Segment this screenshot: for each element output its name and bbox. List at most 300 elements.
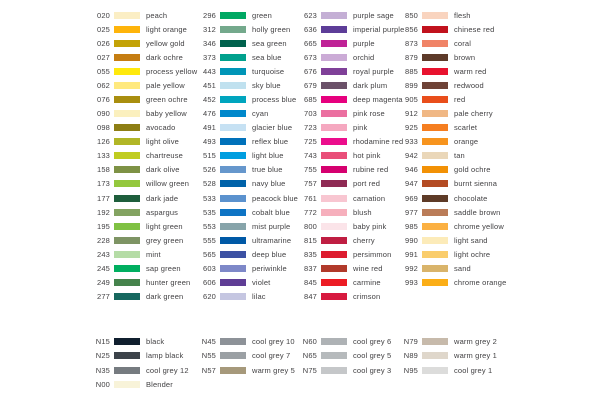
color-code: 942: [405, 151, 418, 161]
color-name: rhodamine red: [353, 137, 404, 147]
color-name: brown: [454, 52, 476, 62]
color-name: cyan: [252, 109, 269, 119]
color-name: port red: [353, 179, 381, 189]
color-swatch: [422, 251, 448, 258]
color-name: green ochre: [146, 95, 188, 105]
color-code: N75: [302, 365, 317, 375]
color-code: 528: [203, 179, 216, 189]
color-code: 977: [405, 207, 418, 217]
color-name: hunter green: [146, 277, 191, 287]
color-name: persimmon: [353, 249, 392, 259]
color-swatch: [321, 110, 347, 117]
color-name: chrome orange: [454, 277, 507, 287]
color-swatch: [422, 209, 448, 216]
swatch-column: [370, 335, 497, 378]
color-name: chrome yellow: [454, 221, 504, 231]
color-name: peacock blue: [252, 193, 298, 203]
color-code: 925: [405, 123, 418, 133]
color-swatch: [220, 352, 246, 359]
color-code: N60: [302, 337, 317, 347]
color-swatch: [321, 82, 347, 89]
color-swatch: [321, 96, 347, 103]
color-code: 679: [304, 81, 317, 91]
color-name: light green: [146, 221, 183, 231]
color-code: 195: [97, 221, 110, 231]
color-name: saddle brown: [454, 207, 501, 217]
color-swatch: [114, 40, 140, 47]
color-swatch: [422, 195, 448, 202]
color-name: cool grey 7: [252, 351, 291, 361]
color-code: 451: [203, 81, 216, 91]
color-name: process blue: [252, 95, 297, 105]
color-name: royal purple: [353, 66, 394, 76]
color-name: warm grey 2: [454, 337, 497, 347]
color-code: 173: [97, 179, 110, 189]
color-code: 620: [203, 291, 216, 301]
color-code: 025: [97, 24, 110, 34]
color-name: flesh: [454, 10, 471, 20]
color-name: aspargus: [146, 207, 179, 217]
color-name: sap green: [146, 263, 181, 273]
color-code: 990: [405, 235, 418, 245]
color-code: 027: [97, 52, 110, 62]
color-name: hot pink: [353, 151, 381, 161]
color-name: willow green: [146, 179, 190, 189]
color-name: process yellow: [146, 66, 198, 76]
color-name: glacier blue: [252, 123, 293, 133]
color-swatch: [220, 82, 246, 89]
color-name: orchid: [353, 52, 375, 62]
color-swatch: [220, 279, 246, 286]
color-code: 636: [304, 24, 317, 34]
color-name: orange: [454, 137, 479, 147]
color-row: [370, 177, 506, 191]
color-swatch: [220, 209, 246, 216]
color-swatch: [114, 82, 140, 89]
color-swatch: [114, 166, 140, 173]
color-code: 296: [203, 10, 216, 20]
color-swatch: [422, 40, 448, 47]
color-swatch: [321, 209, 347, 216]
color-row: [370, 64, 506, 78]
color-name: cobalt blue: [252, 207, 290, 217]
color-swatch: [321, 180, 347, 187]
color-code: 158: [97, 165, 110, 175]
color-row: [370, 163, 506, 177]
color-name: chartreuse: [146, 151, 183, 161]
color-name: sea blue: [252, 52, 282, 62]
color-code: 899: [405, 81, 418, 91]
color-name: warm red: [454, 66, 487, 76]
color-code: 553: [203, 221, 216, 231]
color-swatch: [114, 195, 140, 202]
color-swatch: [321, 195, 347, 202]
color-name: dark ochre: [146, 52, 183, 62]
color-swatch: [220, 195, 246, 202]
color-code: N35: [95, 365, 110, 375]
color-swatch: [422, 180, 448, 187]
color-name: mist purple: [252, 221, 291, 231]
color-row: [370, 363, 497, 377]
color-code: 665: [304, 38, 317, 48]
color-swatch: [422, 124, 448, 131]
color-name: pale cherry: [454, 109, 493, 119]
color-swatch: [114, 152, 140, 159]
color-code: 535: [203, 207, 216, 217]
color-swatch: [114, 180, 140, 187]
color-code: 452: [203, 95, 216, 105]
color-code: 228: [97, 235, 110, 245]
color-name: dark jade: [146, 193, 179, 203]
color-code: 249: [97, 277, 110, 287]
color-code: 800: [304, 221, 317, 231]
color-code: 020: [97, 10, 110, 20]
color-swatch: [220, 367, 246, 374]
color-swatch: [114, 237, 140, 244]
color-swatch: [321, 124, 347, 131]
color-swatch: [114, 68, 140, 75]
color-row: [370, 335, 497, 349]
color-swatch: [321, 251, 347, 258]
color-swatch: [220, 54, 246, 61]
color-code: 743: [304, 151, 317, 161]
color-name: mint: [146, 249, 161, 259]
color-code: 815: [304, 235, 317, 245]
color-row: [370, 50, 506, 64]
color-swatch: [114, 381, 140, 388]
color-swatch: [422, 367, 448, 374]
color-name: carnation: [353, 193, 386, 203]
color-code: 845: [304, 277, 317, 287]
color-name: pink rose: [353, 109, 385, 119]
color-name: baby pink: [353, 221, 387, 231]
color-swatch: [321, 265, 347, 272]
color-name: chinese red: [454, 24, 495, 34]
color-row: [370, 36, 506, 50]
color-row: [370, 121, 506, 135]
color-swatch: [321, 367, 347, 374]
color-row: [370, 149, 506, 163]
color-code: 946: [405, 165, 418, 175]
color-row: [269, 289, 404, 303]
color-name: holly green: [252, 24, 291, 34]
color-swatch: [220, 152, 246, 159]
color-swatch: [422, 223, 448, 230]
color-code: 676: [304, 66, 317, 76]
color-code: 761: [304, 193, 317, 203]
color-name: cool grey 3: [353, 365, 392, 375]
color-code: 026: [97, 38, 110, 48]
color-name: warm grey 5: [252, 365, 295, 375]
color-name: grey green: [146, 235, 184, 245]
color-code: 476: [203, 109, 216, 119]
color-swatch: [220, 223, 246, 230]
color-code: 346: [203, 38, 216, 48]
color-swatch: [220, 138, 246, 145]
color-name: periwinkle: [252, 263, 287, 273]
color-swatch: [422, 338, 448, 345]
color-swatch: [220, 26, 246, 33]
color-name: sky blue: [252, 81, 281, 91]
color-code: 992: [405, 263, 418, 273]
color-swatch: [422, 352, 448, 359]
color-name: light ochre: [454, 249, 491, 259]
color-name: pink: [353, 123, 368, 133]
color-swatch: [321, 138, 347, 145]
color-swatch: [114, 12, 140, 19]
color-code: 312: [203, 24, 216, 34]
color-name: cool grey 10: [252, 337, 295, 347]
color-code: 126: [97, 137, 110, 147]
color-code: 606: [203, 277, 216, 287]
color-swatch: [422, 279, 448, 286]
color-name: ultramarine: [252, 235, 292, 245]
color-swatch: [220, 96, 246, 103]
color-code: 565: [203, 249, 216, 259]
color-name: light olive: [146, 137, 179, 147]
color-row: [370, 233, 506, 247]
color-swatch: [220, 110, 246, 117]
color-name: wine red: [353, 263, 383, 273]
color-swatch: [321, 40, 347, 47]
color-name: dark olive: [146, 165, 180, 175]
color-name: cool grey 1: [454, 365, 493, 375]
color-swatch: [422, 265, 448, 272]
color-code: 847: [304, 291, 317, 301]
color-swatch: [422, 237, 448, 244]
color-name: navy blue: [252, 179, 286, 189]
color-row: [370, 261, 506, 275]
color-swatch: [321, 26, 347, 33]
color-row: [370, 247, 506, 261]
color-swatch: [220, 166, 246, 173]
color-swatch: [114, 110, 140, 117]
color-code: 837: [304, 263, 317, 273]
color-swatch: [114, 293, 140, 300]
color-name: reflex blue: [252, 137, 289, 147]
color-code: 603: [203, 263, 216, 273]
color-code: N25: [95, 351, 110, 361]
color-code: 076: [97, 95, 110, 105]
color-name: burnt sienna: [454, 179, 498, 189]
color-name: pale yellow: [146, 81, 185, 91]
color-code: 673: [304, 52, 317, 62]
color-code: 443: [203, 66, 216, 76]
color-row: [370, 107, 506, 121]
color-name: warm grey 1: [454, 351, 497, 361]
color-code: 098: [97, 123, 110, 133]
color-code: 133: [97, 151, 110, 161]
color-name: peach: [146, 10, 168, 20]
color-swatch: [422, 152, 448, 159]
color-swatch: [321, 54, 347, 61]
color-code: 912: [405, 109, 418, 119]
color-swatch: [422, 96, 448, 103]
color-row: [370, 219, 506, 233]
color-code: 723: [304, 123, 317, 133]
color-row: [370, 275, 506, 289]
color-name: Blender: [146, 379, 173, 389]
color-swatch: [114, 209, 140, 216]
color-name: gold ochre: [454, 165, 491, 175]
color-code: N65: [302, 351, 317, 361]
color-swatch: [114, 26, 140, 33]
color-name: blush: [353, 207, 372, 217]
color-swatch: [321, 279, 347, 286]
color-swatch: [114, 367, 140, 374]
color-swatch: [220, 265, 246, 272]
color-code: 245: [97, 263, 110, 273]
color-code: N95: [403, 365, 418, 375]
color-name: imperial purple: [353, 24, 405, 34]
color-name: deep blue: [252, 249, 287, 259]
color-name: purple: [353, 38, 375, 48]
color-swatch: [220, 293, 246, 300]
color-row: [370, 205, 506, 219]
color-swatch: [114, 265, 140, 272]
color-code: 905: [405, 95, 418, 105]
color-swatch: [114, 251, 140, 258]
color-name: light blue: [252, 151, 284, 161]
color-code: N55: [201, 351, 216, 361]
color-swatch: [114, 338, 140, 345]
color-code: 277: [97, 291, 110, 301]
color-name: dark green: [146, 291, 184, 301]
color-code: N00: [95, 379, 110, 389]
color-name: violet: [252, 277, 271, 287]
color-code: 493: [203, 137, 216, 147]
color-name: yellow gold: [146, 38, 185, 48]
color-swatch: [220, 68, 246, 75]
color-swatch: [422, 138, 448, 145]
color-code: 993: [405, 277, 418, 287]
color-name: cherry: [353, 235, 375, 245]
color-row: [370, 191, 506, 205]
color-code: 526: [203, 165, 216, 175]
color-code: 373: [203, 52, 216, 62]
color-swatch: [422, 54, 448, 61]
color-code: 873: [405, 38, 418, 48]
color-row: [370, 8, 506, 22]
color-name: black: [146, 337, 165, 347]
color-code: 192: [97, 207, 110, 217]
color-swatch: [422, 68, 448, 75]
color-name: carmine: [353, 277, 381, 287]
color-name: cool grey 12: [146, 365, 189, 375]
color-row: [370, 79, 506, 93]
color-swatch: [114, 54, 140, 61]
swatch-column: [370, 8, 506, 289]
color-code: 985: [405, 221, 418, 231]
color-swatch: [321, 166, 347, 173]
color-swatch: [422, 166, 448, 173]
color-swatch: [220, 338, 246, 345]
color-swatch: [422, 110, 448, 117]
color-code: 055: [97, 66, 110, 76]
color-row: [370, 349, 497, 363]
color-name: redwood: [454, 81, 484, 91]
color-code: 515: [203, 151, 216, 161]
color-code: N79: [403, 337, 418, 347]
color-name: crimson: [353, 291, 381, 301]
color-code: 856: [405, 24, 418, 34]
color-swatch: [220, 237, 246, 244]
color-name: green: [252, 10, 272, 20]
color-code: 062: [97, 81, 110, 91]
color-swatch: [321, 68, 347, 75]
color-name: red: [454, 95, 466, 105]
color-row: [370, 93, 506, 107]
color-swatch: [114, 223, 140, 230]
color-code: 623: [304, 10, 317, 20]
color-row: [370, 135, 506, 149]
color-code: 879: [405, 52, 418, 62]
color-name: cool grey 5: [353, 351, 392, 361]
color-swatch: [220, 251, 246, 258]
color-swatch: [220, 40, 246, 47]
color-code: 850: [405, 10, 418, 20]
color-name: chocolate: [454, 193, 488, 203]
color-code: 533: [203, 193, 216, 203]
color-name: baby yellow: [146, 109, 187, 119]
color-swatch: [220, 180, 246, 187]
color-swatch: [114, 352, 140, 359]
color-swatch: [321, 152, 347, 159]
color-code: 685: [304, 95, 317, 105]
color-code: 991: [405, 249, 418, 259]
color-code: N45: [201, 337, 216, 347]
color-name: cool grey 6: [353, 337, 392, 347]
color-code: N89: [403, 351, 418, 361]
color-name: lamp black: [146, 351, 184, 361]
color-name: sea green: [252, 38, 287, 48]
color-name: dark plum: [353, 81, 388, 91]
color-code: 755: [304, 165, 317, 175]
color-swatch: [114, 279, 140, 286]
color-name: coral: [454, 38, 472, 48]
color-row: [370, 22, 506, 36]
color-swatch: [114, 138, 140, 145]
color-name: purple sage: [353, 10, 394, 20]
color-code: 885: [405, 66, 418, 76]
color-swatch: [321, 352, 347, 359]
color-code: 555: [203, 235, 216, 245]
color-swatch: [321, 338, 347, 345]
color-name: deep magenta: [353, 95, 403, 105]
color-name: scarlet: [454, 123, 478, 133]
color-code: 757: [304, 179, 317, 189]
color-code: 491: [203, 123, 216, 133]
color-swatch: [321, 223, 347, 230]
color-name: rubine red: [353, 165, 389, 175]
color-swatch: [422, 12, 448, 19]
color-name: turquoise: [252, 66, 285, 76]
color-code: 703: [304, 109, 317, 119]
color-code: 725: [304, 137, 317, 147]
color-swatch: [114, 124, 140, 131]
color-name: light sand: [454, 235, 488, 245]
color-swatch: [114, 96, 140, 103]
color-swatch: [422, 82, 448, 89]
color-code: N57: [201, 365, 216, 375]
color-name: light orange: [146, 24, 187, 34]
color-name: tan: [454, 151, 465, 161]
color-swatch: [220, 124, 246, 131]
color-swatch: [220, 12, 246, 19]
color-code: 243: [97, 249, 110, 259]
color-name: avocado: [146, 123, 176, 133]
color-code: 969: [405, 193, 418, 203]
